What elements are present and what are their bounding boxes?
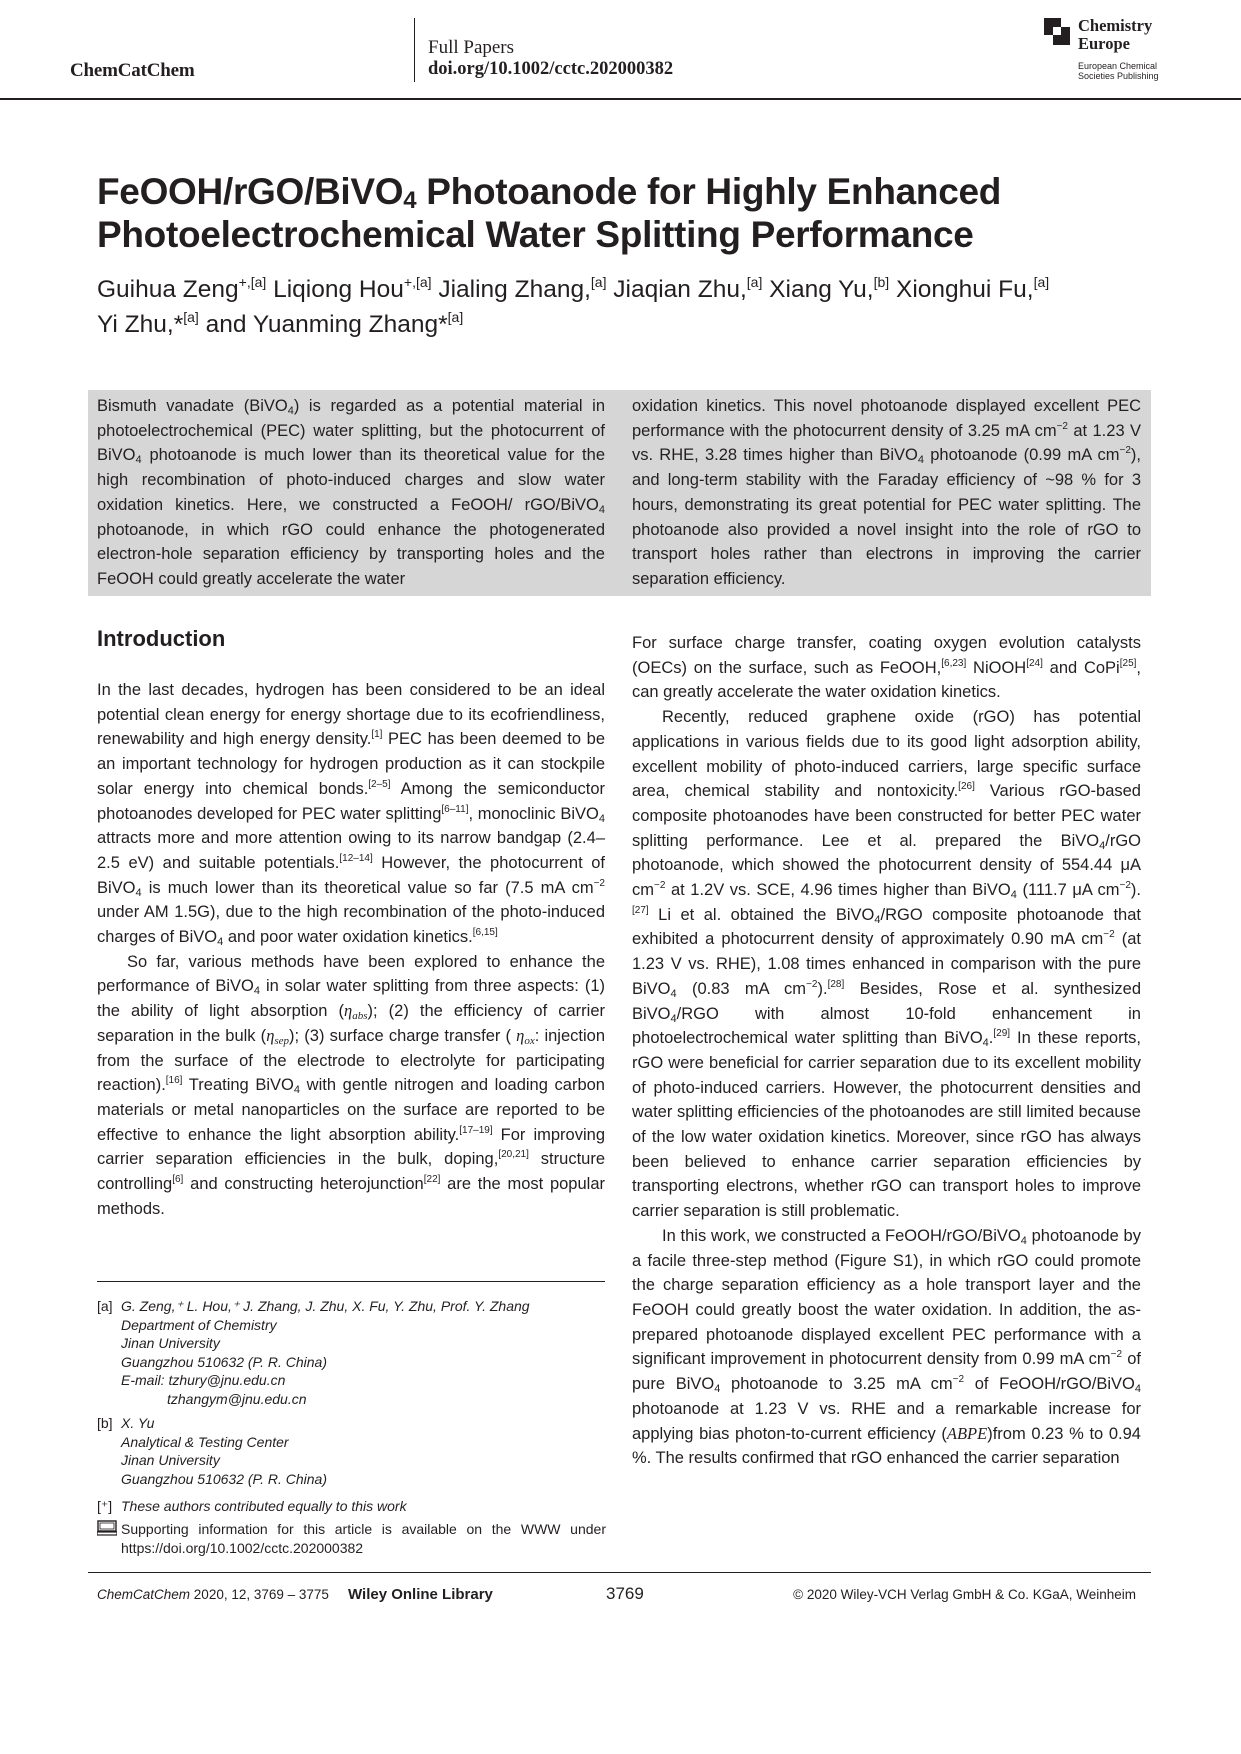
title-line1-a: FeOOH/rGO/BiVO bbox=[97, 171, 404, 212]
footnote-line: Analytical & Testing Center bbox=[121, 1433, 289, 1450]
footer-volume: 2020, 12, 3769 – 3775 bbox=[193, 1587, 329, 1602]
author-affiliation: +,[a] bbox=[403, 274, 432, 290]
footnote-line: Guangzhou 510632 (P. R. China) bbox=[121, 1470, 327, 1487]
author-name: Liqiong Hou bbox=[273, 276, 404, 303]
title-line2: Photoelectrochemical Water Splitting Performance bbox=[97, 214, 974, 255]
footer-journal: ChemCatChem bbox=[97, 1587, 191, 1602]
author-affiliation: [a] bbox=[590, 274, 607, 290]
computer-icon bbox=[97, 1520, 117, 1536]
footnote-line: Guangzhou 510632 (P. R. China) bbox=[121, 1353, 327, 1370]
author-affiliation: [b] bbox=[873, 274, 890, 290]
footnote-tag: [⁺] bbox=[97, 1498, 113, 1514]
abstract-right-column: oxidation kinetics. This novel photoanode displayed excellent PEC performance with the photocurrent density of 3.25 mA $cm^{-2}$ at 1.23 V vs. RHE, 3.28 times higher than BiVO$_4$ photoanode (0.99 mA $cm^{-2}$), and long-term stability with the Faraday efficiency of ~98 % for 3 hours, demonstrating its great potential for PEC water splitting. The photoanode also provided a novel insight into the role of rGO to transport holes rather than electrons in improving the carrier separation efficiency. bbox=[632, 397, 1142, 588]
author-name: Jialing Zhang, bbox=[438, 276, 591, 303]
footnote-email[interactable]: E-mail: tzhury@jnu.edu.cn bbox=[121, 1372, 286, 1388]
author-list bbox=[97, 272, 1157, 342]
doi-link[interactable]: doi.org/10.1002/cctc.202000382 bbox=[428, 59, 674, 79]
brand-line-2: Europe bbox=[1078, 34, 1130, 53]
author-affiliation: [a] bbox=[447, 309, 464, 325]
title-line1-b: Photoanode for Highly Enhanced bbox=[416, 171, 1002, 212]
abstract-left-column: Bismuth vanadate (BiVO$_4$) is regarded as a potential material in photoelectrochemical (PEC) water splitting, but the photocurrent of BiVO$_4$ photoanode is much lower than its theoretical value for the high recombination of photo-induced charges and slow water oxidation kinetics. Here, we constructed a FeOOH/ rGO/BiVO$_4$ photoanode, in which rGO could enhance the photogenerated electron-hole separation efficiency by transporting holes and the FeOOH could greatly accelerate the water bbox=[97, 397, 605, 588]
footer-copyright: © 2020 Wiley-VCH Verlag GmbH & Co. KGaA, Weinheim bbox=[793, 1587, 1136, 1602]
footer-library-link[interactable]: Wiley Online Library bbox=[348, 1586, 493, 1603]
author-affiliation: [a] bbox=[746, 274, 763, 290]
journal-name: ChemCatChem bbox=[70, 60, 195, 81]
author-name: Xionghui Fu, bbox=[896, 276, 1034, 303]
author-name: Xiang Yu, bbox=[769, 276, 874, 303]
author-affiliation: +,[a] bbox=[238, 274, 267, 290]
footer-citation bbox=[97, 1587, 329, 1602]
author-name: Guihua Zeng bbox=[97, 276, 239, 303]
footnote-line: Department of Chemistry bbox=[121, 1316, 277, 1333]
header-separator bbox=[414, 18, 415, 82]
body-left-column: In the last decades, hydrogen has been considered to be an ideal potential clean energy for energy shortage due to its ecofriendliness, renewability and high energy density.[1] PEC has been deemed to be an important technology for hydrogen production as it can stockpile solar energy into chemical bonds.[2–5] Among the semiconductor photoanodes developed for PEC water splitting[6–11], monoclinic BiVO$_4$ attracts more and more attention owing to its narrow bandgap (2.4–2.5 eV) and suitable potentials.[12–14] However, the photocurrent of BiVO$_4$ is much lower than its theoretical value so far (7.5 mA $cm^{-2}$ under AM 1.5G), due to the high recombination of the photo-induced charges of BiVO$_4$ and poor water oxidation kinetics.[6,15] So far, various methods have been explored to enhance the performance of BiVO$_4$ in solar water splitting from three aspects: (1) the ability of light absorption $(\eta_{abs})$; (2) the efficiency of carrier separation in the bulk $(\eta_{sep})$; (3) surface charge transfer ( $\eta_{ox}$: injection from the surface of the electrode to electrolyte for participating reaction).[16] Treating BiVO$_4$ with gentle nitrogen and loading carbon materials or metal nanoparticles on the surface are reported to be effective to enhance the light absorption ability.[17–19] For improving carrier separation efficiencies in the bulk, doping,[20,21] structure controlling[6] and constructing heterojunction[22] are the most popular methods. bbox=[97, 681, 606, 1218]
brand-line-4: Societies Publishing bbox=[1078, 71, 1159, 81]
author-name: Yi Zhu,* bbox=[97, 311, 184, 338]
author-name: Jiaqian Zhu, bbox=[613, 276, 747, 303]
footnote-line: Jinan University bbox=[121, 1335, 220, 1351]
page-number: 3769 bbox=[606, 1584, 644, 1603]
author-name: and Yuanming Zhang* bbox=[205, 311, 448, 338]
footnote-rule bbox=[97, 1281, 605, 1282]
author-affiliation: [a] bbox=[183, 309, 199, 325]
footnote-line: G. Zeng,⁺ L. Hou,⁺ J. Zhang, J. Zhu, X. Fu, Y. Zhu, Prof. Y. Zhang bbox=[121, 1298, 530, 1314]
brand-line-3: European Chemical bbox=[1078, 61, 1158, 71]
supporting-information-text[interactable]: Supporting information for this article is available on the WWW under https://doi.org/10.1002/cctc.202000382 bbox=[121, 1521, 606, 1556]
article-title bbox=[97, 170, 1157, 256]
header-rule bbox=[0, 98, 1241, 100]
footnote-tag: [b] bbox=[97, 1415, 113, 1431]
chemistry-europe-logo-icon bbox=[1044, 18, 1070, 45]
footnote-line: Jinan University bbox=[121, 1452, 220, 1468]
footnote-line: X. Yu bbox=[121, 1415, 155, 1431]
footnote-line: These authors contributed equally to this work bbox=[121, 1498, 407, 1514]
section-heading-introduction: Introduction bbox=[97, 626, 226, 651]
body-right-column: For surface charge transfer, coating oxygen evolution catalysts (OECs) on the surface, such as FeOOH,[6,23] NiOOH[24] and CoPi[25], can greatly accelerate the water oxidation kinetics. Recently, reduced graphene oxide (rGO) has potential applications in various fields due to its good light adsorption ability, excellent mobility of photo-induced carriers, large specific surface area, chemical stability and nontoxicity.[26] Various rGO-based composite photoanodes have been constructed for better PEC water splitting performance. Lee et al. prepared the BiVO$_4$/rGO photoanode, which showed the photocurrent density of 554.44 μA $cm^{-2}$ at 1.2V vs. SCE, 4.96 times higher than BiVO$_4$ (111.7 μA $cm^{-2}).[27]$ Li et al. obtained the BiVO$_4$/RGO composite photoanode that exhibited a photocurrent density of approximately 0.90 mA $cm^{-2}$ (at 1.23 V vs. RHE), 1.08 times enhanced in comparison with the pure BiVO$_4$ (0.83 mA $cm^{-2}).[28]$ Besides, Rose et al. synthesized BiVO$_4$/RGO with almost 10-fold enhancement in photoelectrochemical water splitting than BiVO$_4$.[29] In these reports, rGO were beneficial for carrier separation due to its excellent mobility of photo-induced carriers. However, the photocurrent densities and water splitting efficiencies of the photoanodes are still limited because of the low water oxidation kinetics. Moreover, since rGO has always been believed to enhance carrier separation efficiencies by transporting electrons, whether rGO can transport holes to improve carrier separation is still problematic. In this work, we constructed a FeOOH/rGO/BiVO$_4$ photoanode by a facile three-step method (Figure S1), in which rGO could promote the charge separation efficiency as a hole transport layer and the FeOOH could greatly boost the water oxidation. In addition, the as-prepared photoanode displayed excellent PEC performance with a significant improvement in photocurrent density from 0.99 mA $cm^{-2}$ of pure BiVO$_4$ photoanode to 3.25 mA $cm^{-2}$ of FeOOH/rGO/BiVO$_4$ photoanode at 1.23 V vs. RHE and a remarkable increase for applying bias photon-to-current efficiency (ABPE)from 0.23 % to 0.94 %. The results confirmed that rGO enhanced the carrier separation bbox=[632, 634, 1142, 1468]
section-label: Full Papers bbox=[428, 37, 515, 58]
footnote-tag: [a] bbox=[97, 1298, 113, 1314]
title-line1-sub: 4 bbox=[403, 187, 417, 214]
author-affiliation: [a] bbox=[1033, 274, 1050, 290]
brand-line-1: Chemistry bbox=[1078, 16, 1153, 35]
footer-rule bbox=[88, 1572, 1151, 1573]
footnote-email[interactable]: tzhangym@jnu.edu.cn bbox=[167, 1390, 307, 1407]
